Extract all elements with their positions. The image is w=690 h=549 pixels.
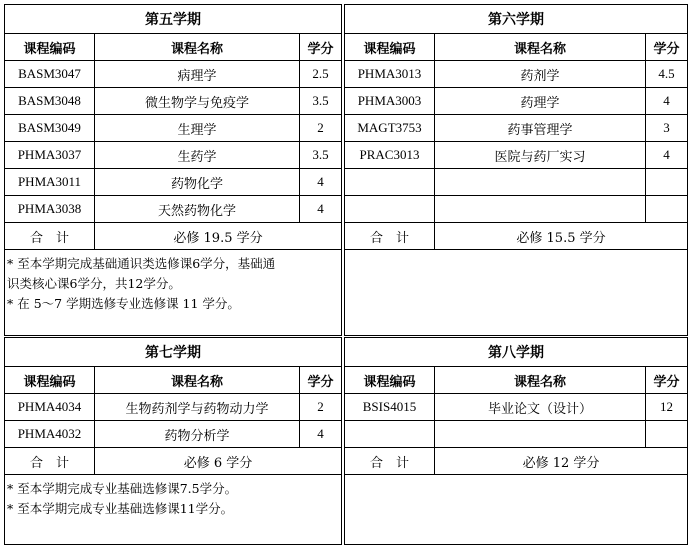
course-row (345, 169, 688, 196)
header-course-name: 课程名称 (95, 367, 300, 394)
course-name (435, 169, 646, 196)
course-name: 天然药物化学 (95, 196, 300, 223)
course-code: PHMA4032 (5, 421, 95, 448)
course-row (5, 61, 342, 88)
course-name: 药物分析学 (95, 421, 300, 448)
course-name (435, 421, 646, 448)
course-row (345, 115, 688, 142)
header-course-code: 课程编码 (5, 34, 95, 61)
course-credit: 3 (646, 115, 688, 142)
course-name: 药事管理学 (435, 115, 646, 142)
header-credit: 学分 (646, 34, 688, 61)
course-name: 医院与药厂实习 (435, 142, 646, 169)
course-code: BASM3047 (5, 61, 95, 88)
course-name (435, 196, 646, 223)
course-credit: 4 (300, 169, 342, 196)
course-row (5, 196, 342, 223)
course-row (345, 142, 688, 169)
course-row (345, 61, 688, 88)
total-label: 合 计 (345, 223, 435, 250)
header-course-code: 课程编码 (5, 367, 95, 394)
course-credit: 3.5 (300, 142, 342, 169)
semester-title: 第七学期 (5, 338, 342, 367)
semester-table (344, 4, 688, 250)
semester-title: 第八学期 (345, 338, 688, 367)
header-credit: 学分 (300, 367, 342, 394)
course-name: 病理学 (95, 61, 300, 88)
semester-notes (4, 475, 342, 545)
course-row (5, 142, 342, 169)
course-row (5, 169, 342, 196)
course-credit: 4 (646, 88, 688, 115)
course-name: 药物化学 (95, 169, 300, 196)
course-code: PHMA3011 (5, 169, 95, 196)
course-row (345, 394, 688, 421)
course-code (345, 421, 435, 448)
total-credits: 必修 15.5 学分 (435, 223, 688, 250)
course-code: BASM3049 (5, 115, 95, 142)
course-code (345, 196, 435, 223)
note-line: * 至本学期完成专业基础选修课11学分。 (7, 501, 234, 516)
course-code: PHMA3037 (5, 142, 95, 169)
course-row (5, 421, 342, 448)
course-code: PRAC3013 (345, 142, 435, 169)
curriculum-sheet (4, 4, 688, 545)
note-line: 识类核心课6学分，共12学分。 (7, 276, 181, 291)
semester-title: 第五学期 (5, 5, 342, 34)
header-course-name: 课程名称 (95, 34, 300, 61)
semester-table (4, 4, 342, 250)
semester-title: 第六学期 (345, 5, 688, 34)
course-credit (646, 196, 688, 223)
total-row (345, 223, 688, 250)
course-credit: 4 (646, 142, 688, 169)
total-row (5, 448, 342, 475)
total-row (345, 448, 688, 475)
total-credits: 必修 19.5 学分 (95, 223, 342, 250)
course-code (345, 169, 435, 196)
course-name: 药剂学 (435, 61, 646, 88)
course-name: 生药学 (95, 142, 300, 169)
semester-table (4, 337, 342, 475)
course-code: BSIS4015 (345, 394, 435, 421)
course-credit: 12 (646, 394, 688, 421)
course-row (5, 115, 342, 142)
course-credit (646, 169, 688, 196)
course-row (345, 421, 688, 448)
semester-block (344, 337, 688, 545)
course-code: PHMA3013 (345, 61, 435, 88)
note-line: * 至本学期完成专业基础选修课7.5学分。 (7, 481, 238, 496)
header-course-name: 课程名称 (435, 34, 646, 61)
course-credit: 2 (300, 394, 342, 421)
total-credits: 必修 6 学分 (95, 448, 342, 475)
course-credit: 2 (300, 115, 342, 142)
course-name: 生理学 (95, 115, 300, 142)
course-credit: 4 (300, 196, 342, 223)
semester-block (4, 337, 342, 545)
course-name: 药理学 (435, 88, 646, 115)
course-code: MAGT3753 (345, 115, 435, 142)
course-credit (646, 421, 688, 448)
course-credit: 4 (300, 421, 342, 448)
header-course-code: 课程编码 (345, 367, 435, 394)
header-course-code: 课程编码 (345, 34, 435, 61)
course-name: 毕业论文（设计） (435, 394, 646, 421)
total-label: 合 计 (5, 223, 95, 250)
course-name: 生物药剂学与药物动力学 (95, 394, 300, 421)
course-row (345, 196, 688, 223)
semester-block (344, 4, 688, 337)
semester-table (344, 337, 688, 475)
course-row (5, 88, 342, 115)
semester-notes (344, 250, 688, 336)
course-code: PHMA4034 (5, 394, 95, 421)
header-credit: 学分 (300, 34, 342, 61)
course-row (5, 394, 342, 421)
total-label: 合 计 (5, 448, 95, 475)
total-credits: 必修 12 学分 (435, 448, 688, 475)
total-row (5, 223, 342, 250)
course-code: BASM3048 (5, 88, 95, 115)
semester-block (4, 4, 342, 337)
course-code: PHMA3003 (345, 88, 435, 115)
total-label: 合 计 (345, 448, 435, 475)
semester-notes (4, 250, 342, 336)
course-name: 微生物学与免疫学 (95, 88, 300, 115)
course-credit: 2.5 (300, 61, 342, 88)
note-line: * 在 5～7 学期选修专业选修课 11 学分。 (7, 296, 240, 311)
semester-notes (344, 475, 688, 545)
note-line: * 至本学期完成基础通识类选修课6学分，基础通 (7, 256, 276, 271)
header-course-name: 课程名称 (435, 367, 646, 394)
course-code: PHMA3038 (5, 196, 95, 223)
course-row (345, 88, 688, 115)
course-credit: 3.5 (300, 88, 342, 115)
header-credit: 学分 (646, 367, 688, 394)
course-credit: 4.5 (646, 61, 688, 88)
